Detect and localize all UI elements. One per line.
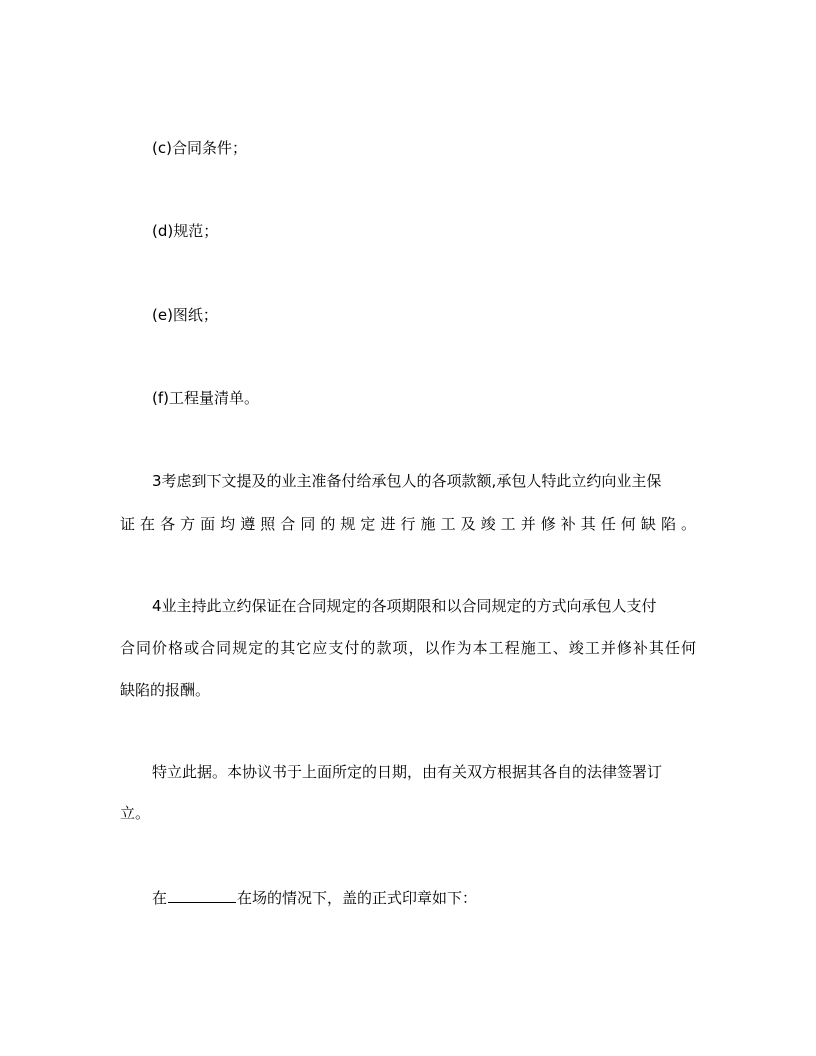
para6-prefix: 在 bbox=[152, 889, 168, 907]
para6-suffix: 在场的情况下，盖的正式印章如下： bbox=[237, 889, 478, 907]
para5-line1: 特立此据。本协议书于上面所定的日期，由有关双方根据其各自的法律签署订 bbox=[152, 763, 663, 781]
list-item-e: (e)图纸； bbox=[152, 306, 218, 324]
para4-line2: 合同价格或合同规定的其它应支付的款项，以作为本工程施工、竣工并修补其任何 bbox=[120, 639, 696, 657]
para6-seal-line bbox=[152, 886, 477, 908]
list-item-f: (f)工程量清单。 bbox=[152, 389, 259, 407]
para3-line1: 3考虑到下文提及的业主准备付给承包人的各项款额,承包人特此立约向业主保 bbox=[152, 472, 662, 490]
para4-line3: 缺陷的报酬。 bbox=[120, 681, 211, 699]
para4-line1: 4业主持此立约保证在合同规定的各项期限和以合同规定的方式向承包人支付 bbox=[152, 597, 657, 615]
list-item-c: (c)合同条件； bbox=[152, 139, 247, 157]
blank-underline[interactable] bbox=[168, 886, 236, 903]
list-item-d: (d)规范； bbox=[152, 222, 219, 240]
para5-line2: 立。 bbox=[120, 804, 151, 822]
para3-line2: 证在各方面均遵照合同的规定进行施工及竣工并修补其任何缺陷。 bbox=[120, 515, 696, 533]
